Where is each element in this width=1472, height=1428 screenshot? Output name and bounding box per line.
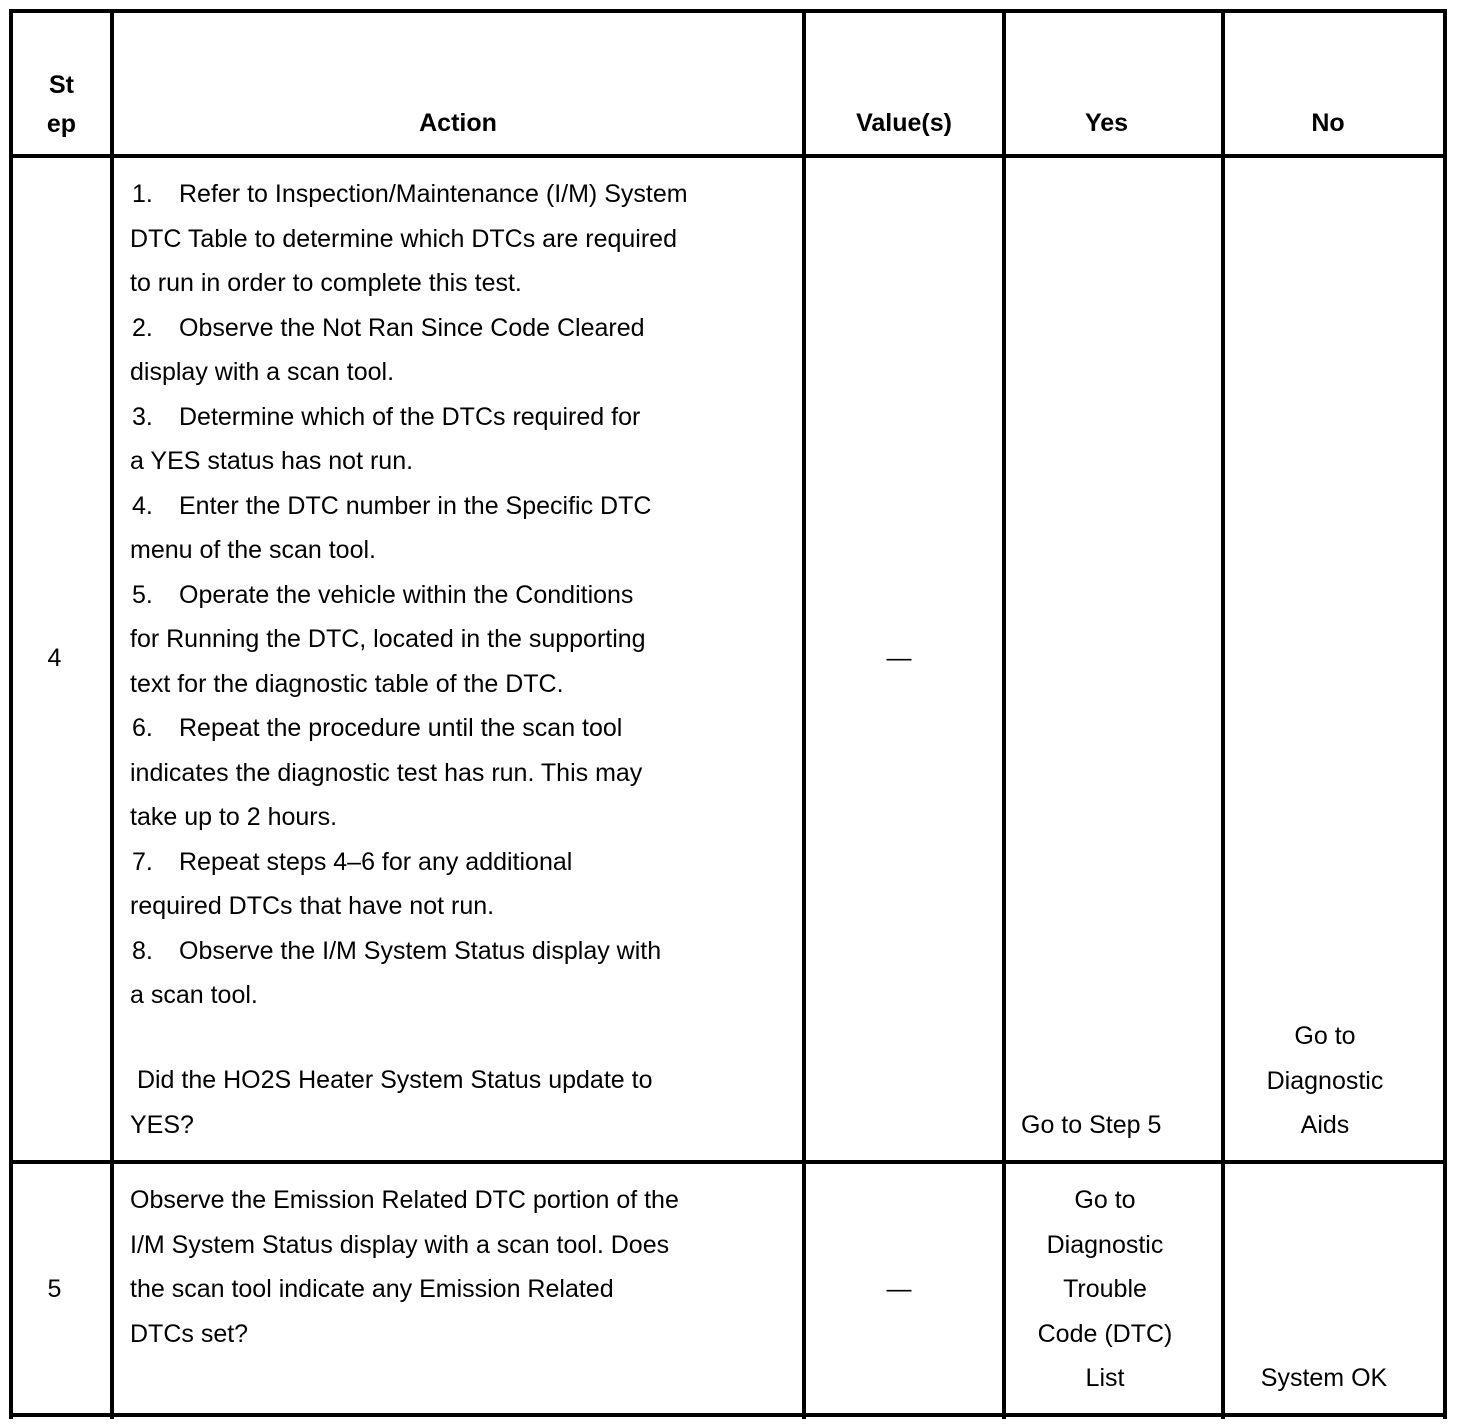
step-number: 1. <box>132 180 153 208</box>
row4-yes: Go to Step 5 <box>1021 1111 1162 1139</box>
step-number: 2. <box>132 313 153 342</box>
action-line: a scan tool. <box>130 981 258 1009</box>
header-yes: Yes <box>1084 109 1129 137</box>
yes-line: Trouble <box>1063 1275 1147 1303</box>
action-line <box>130 706 688 751</box>
action-line: DTC Table to determine which DTCs are required <box>130 224 677 253</box>
question-line: YES? <box>130 1110 194 1139</box>
question-line: Did the HO2S Heater System Status update to <box>130 1066 653 1094</box>
header-action: Action <box>419 109 497 137</box>
action-line: text for the diagnostic table of the DTC. <box>130 669 564 698</box>
table-border-bottom <box>9 1413 1447 1417</box>
yes-line: Code (DTC) <box>1037 1319 1173 1348</box>
header-divider <box>9 154 1447 158</box>
action-line: I/M System Status display with a scan tool. Does <box>130 1230 670 1259</box>
column-divider-yes <box>1221 9 1225 1419</box>
no-line: Aids <box>1300 1111 1350 1139</box>
action-line: display with a scan tool. <box>130 358 395 386</box>
yes-line: Diagnostic <box>1046 1230 1164 1259</box>
action-text: Determine which of the DTCs required for <box>179 402 641 431</box>
header-values: Value(s) <box>856 109 952 137</box>
action-text: Observe the Not Ran Since Code Cleared <box>179 313 645 342</box>
action-line: indicates the diagnostic test has run. This may <box>130 758 643 787</box>
row4-no <box>1225 1014 1425 1148</box>
step-number: 3. <box>132 402 153 431</box>
action-text: Observe the I/M System Status display with <box>179 936 662 965</box>
action-line: DTCs set? <box>130 1319 249 1348</box>
action-text: Repeat steps 4–6 for any additional <box>179 847 573 876</box>
header-step <box>13 66 110 144</box>
no-line: Go to <box>1294 1022 1356 1050</box>
action-line <box>130 306 688 351</box>
row4-action-list <box>130 172 688 1018</box>
action-line <box>130 172 688 217</box>
step-number: 6. <box>132 714 153 742</box>
action-line: the scan tool indicate any Emission Related <box>130 1275 614 1303</box>
action-line: menu of the scan tool. <box>130 536 376 564</box>
header-step-line2: ep <box>46 110 77 138</box>
row5-action <box>130 1178 679 1356</box>
yes-line: Go to <box>1074 1186 1136 1214</box>
action-text: Refer to Inspection/Maintenance (I/M) System <box>179 180 688 208</box>
action-line <box>130 929 688 974</box>
table-border-right <box>1443 9 1447 1419</box>
action-line: required DTCs that have not run. <box>130 892 495 920</box>
header-step-line1: St <box>49 71 74 99</box>
table-border-top <box>9 9 1447 13</box>
row4-question <box>130 1058 653 1147</box>
header-no: No <box>1311 109 1345 137</box>
row5-step: 5 <box>47 1275 62 1303</box>
step-number: 8. <box>132 936 153 965</box>
action-line: to run in order to complete this test. <box>130 269 522 297</box>
action-line: for Running the DTC, located in the supporting <box>130 625 646 653</box>
row-divider <box>9 1160 1447 1164</box>
action-line <box>130 573 688 618</box>
step-number: 4. <box>132 491 153 520</box>
action-line: take up to 2 hours. <box>130 803 338 831</box>
yes-line: List <box>1085 1364 1125 1392</box>
action-line <box>130 484 688 529</box>
action-line <box>130 840 688 885</box>
action-text: Repeat the procedure until the scan tool <box>179 714 623 742</box>
column-divider-step <box>110 9 114 1419</box>
step-number: 5. <box>132 580 153 609</box>
action-line: a YES status has not run. <box>130 447 414 475</box>
column-divider-action <box>802 9 806 1419</box>
table-border-left <box>9 9 13 1419</box>
row4-value: — <box>886 644 912 672</box>
row5-yes <box>1006 1178 1204 1401</box>
action-line: Observe the Emission Related DTC portion of the <box>130 1186 679 1214</box>
row5-no: System OK <box>1260 1364 1388 1392</box>
no-line: Diagnostic <box>1266 1066 1384 1095</box>
action-text: Enter the DTC number in the Specific DTC <box>179 491 652 520</box>
row4-step: 4 <box>47 644 62 672</box>
action-line <box>130 395 688 440</box>
step-number: 7. <box>132 847 153 876</box>
action-text: Operate the vehicle within the Conditions <box>179 580 634 609</box>
row5-value: — <box>886 1275 912 1303</box>
